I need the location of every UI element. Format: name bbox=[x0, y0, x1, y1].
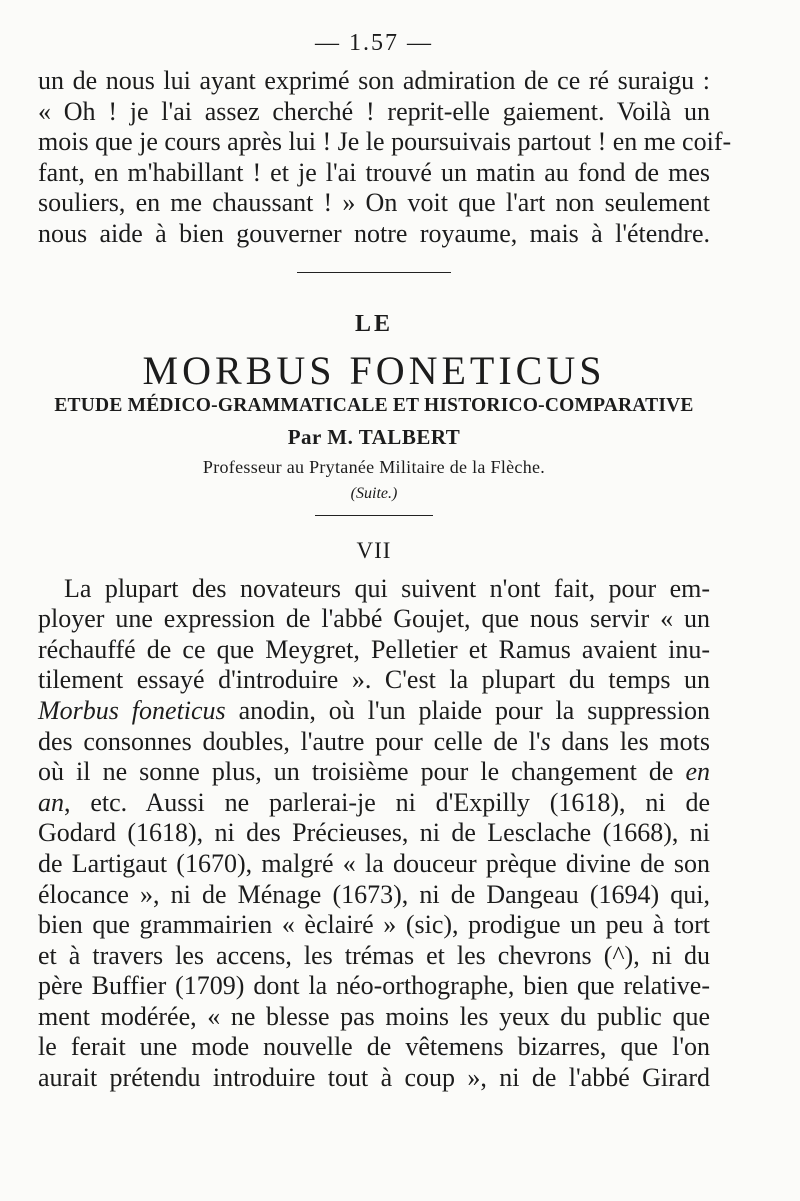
text-line: Godard (1618), ni des Précieuses, ni de Lesclache (1668), ni bbox=[38, 818, 710, 848]
article-title: MORBUS FONETICUS bbox=[142, 347, 606, 393]
text-line: ment modérée, « ne blesse pas moins les yeux du public que bbox=[38, 1001, 710, 1031]
text-line: père Buffier (1709) dont la néo-orthographe, bien que relative- bbox=[38, 971, 710, 1001]
intro-paragraph bbox=[38, 66, 732, 250]
text-line: un de nous lui ayant exprimé son admiration de ce ré suraigu : bbox=[38, 66, 710, 95]
text-line: an, etc. Aussi ne parlerai-je ni d'Expilly (1618), ni de bbox=[38, 787, 710, 817]
text-line: élocance », ni de Ménage (1673), ni de Dangeau (1694) qui, bbox=[38, 879, 710, 909]
text-line: aurait prétendu introduire tout à coup », ni de l'abbé Girard bbox=[38, 1063, 710, 1093]
text-line: ployer une expression de l'abbé Goujet, que nous servir « un bbox=[38, 604, 710, 634]
section-number: VII bbox=[356, 537, 392, 563]
author-line: Par M. TALBERT bbox=[287, 424, 461, 449]
text-line: et à travers les accens, les trémas et les chevrons (^), ni du bbox=[38, 940, 710, 970]
separator-rule bbox=[297, 272, 451, 273]
text-line: des consonnes doubles, l'autre pour celle de l's dans les mots bbox=[38, 726, 711, 756]
continued-note: (Suite.) bbox=[350, 484, 398, 502]
title-article: LE bbox=[354, 310, 393, 337]
text-line: Morbus foneticus anodin, où l'un plaide pour la suppression bbox=[38, 695, 710, 725]
article-subtitle: ETUDE MÉDICO-GRAMMATICALE ET HISTORICO-COMPARATIVE bbox=[54, 394, 694, 416]
heading-rule bbox=[315, 515, 433, 516]
author-affiliation: Professeur au Prytanée Militaire de la Flèche. bbox=[202, 456, 546, 477]
text-line: « Oh ! je l'ai assez cherché ! reprit-elle gaiement. Voilà un bbox=[38, 96, 710, 126]
text-line: où il ne sonne plus, un troisième pour le changement de en bbox=[38, 757, 710, 787]
text-line: nous aide à bien gouverner notre royaume, mais à l'étendre. bbox=[38, 218, 710, 248]
text-line: tilement essayé d'introduire ». C'est la plupart du temps un bbox=[38, 665, 710, 695]
text-line: souliers, en me chaussant ! » On voit que l'art non seulement bbox=[38, 188, 710, 218]
text-line: réchauffé de ce que Meygret, Pelletier et Ramus avaient inu- bbox=[38, 634, 710, 664]
page-number: — 1.57 — bbox=[315, 30, 433, 56]
text-line: La plupart des novateurs qui suivent n'ont fait, pour em- bbox=[64, 573, 710, 603]
text-line: bien que grammairien « èclairé » (sic), prodigue un peu à tort bbox=[38, 910, 710, 940]
book-page bbox=[38, 30, 732, 1094]
body-paragraph bbox=[38, 574, 710, 1094]
article-heading bbox=[38, 311, 710, 568]
italic-term: Morbus foneticus bbox=[38, 695, 226, 725]
text-line: mois que je cours après lui ! Je le poursuivais partout ! en me coif- bbox=[38, 127, 732, 157]
text-line: fant, en m'habillant ! et je l'ai trouvé un matin au fond de mes bbox=[38, 157, 710, 187]
text-line: de Lartigaut (1670), malgré « la douceur prèque divine de son bbox=[38, 848, 710, 878]
text-line: le ferait une mode nouvelle de vêtemens bizarres, que l'on bbox=[38, 1032, 710, 1062]
